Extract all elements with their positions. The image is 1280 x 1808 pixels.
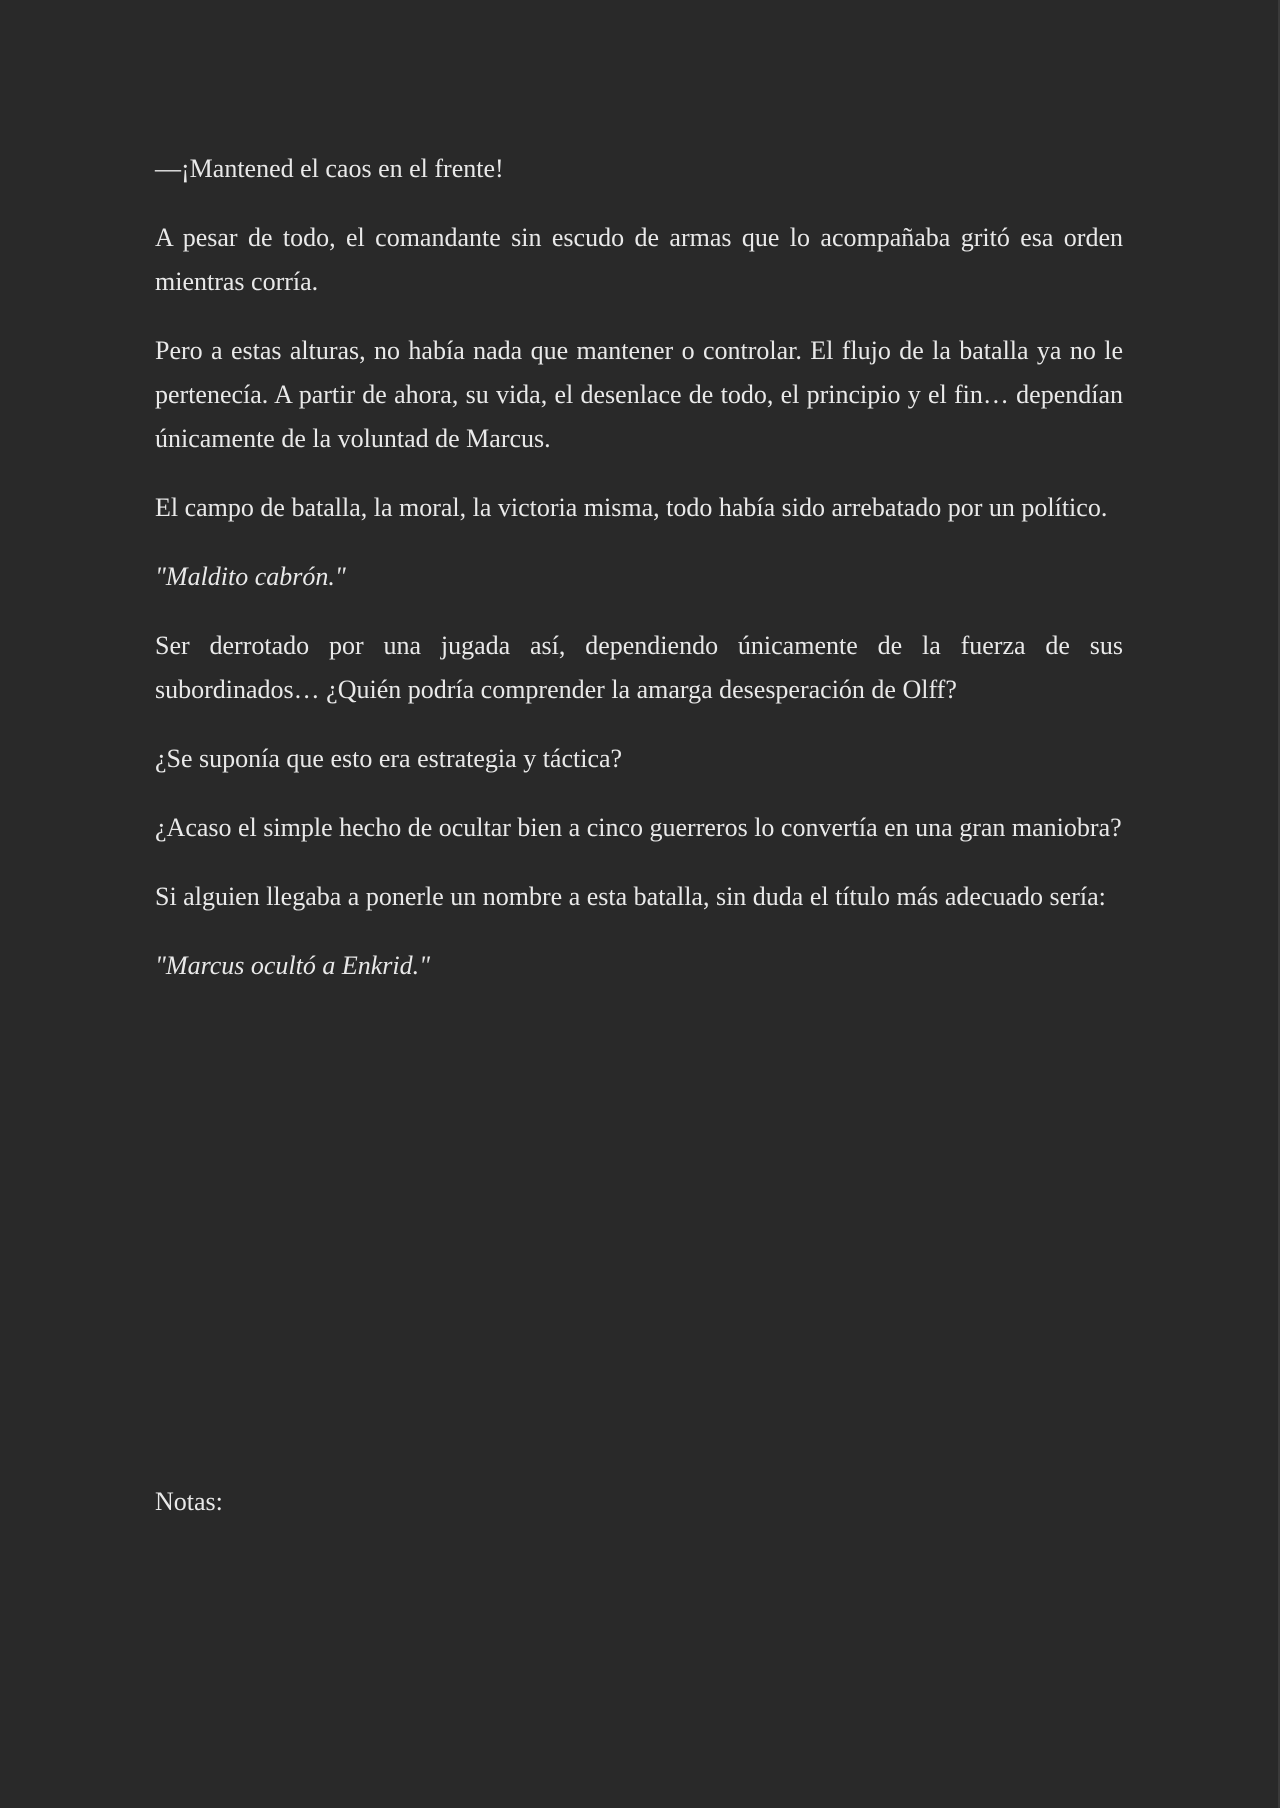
paragraph-10-quote: "Marcus ocultó a Enkrid." [155,951,431,980]
paragraph-8: ¿Acaso el simple hecho de ocultar bien a cinco guerreros lo convertía en una gran maniobra? [155,813,1122,842]
paragraph-4: El campo de batalla, la moral, la victoria misma, todo había sido arrebatado por un político. [155,493,1108,522]
paragraph-7: ¿Se suponía que esto era estrategia y táctica? [155,744,623,773]
paragraph-1: —¡Mantened el caos en el frente! [155,154,504,183]
paragraph-5-quote: "Maldito cabrón." [155,562,346,591]
paragraph-9: Si alguien llegaba a ponerle un nombre a esta batalla, sin duda el título más adecuado sería: [155,882,1106,911]
notes-label: Notas: [155,1487,223,1516]
paragraph-3: Pero a estas alturas, no había nada que mantener o controlar. El flujo de la batalla ya no le pertenecía. A partir de ahora, su vida, el desenlace de todo, el principio y el fin… dependían únicamente de la voluntad de Marcus. [155,336,1123,453]
paragraph-6: Ser derrotado por una jugada así, dependiendo únicamente de la fuerza de sus subordinados… ¿Quién podría comprender la amarga desesperación de Olff? [155,631,1123,704]
paragraph-2: A pesar de todo, el comandante sin escudo de armas que lo acompañaba gritó esa orden mientras corría. [155,223,1123,296]
reader-content [155,147,1123,1013]
